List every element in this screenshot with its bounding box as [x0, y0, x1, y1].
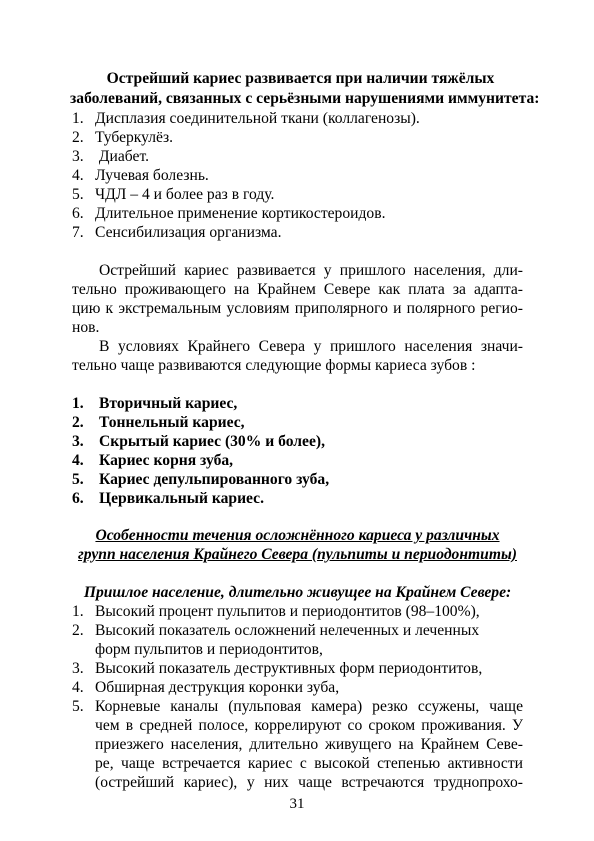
list-item-continuation: чем в средней полосе, коррелируют со сроком проживания. У	[95, 717, 523, 734]
paragraph1-line: нов.	[72, 319, 100, 336]
list-item-continuation: ре, чаще встречается кариес с высокой степенью активности	[95, 755, 523, 772]
paragraph1-line: цию к экстремальным условиям приполярного и полярного регио-	[72, 300, 523, 317]
paragraph2-line: тельно чаще развиваются следующие формы кариеса зубов :	[72, 357, 476, 374]
list-item-continuation: приезжего населения, длительно живущего на Крайнем Севе-	[95, 736, 523, 753]
list-item-continuation: (острейший кариес), у них чаще встречаются труднопрохо-	[95, 774, 523, 791]
section2-heading-line2: групп населения Крайнего Севера (пульпиты и периодонтиты)	[78, 546, 517, 563]
page-number: 31	[289, 796, 305, 812]
paragraph1-line: Острейший кариес развивается у пришлого населения, дли-	[99, 262, 523, 279]
paragraph2-line: В условиях Крайнего Севера у пришлого населения значи-	[99, 338, 523, 355]
section1-heading-line2: заболеваний, связанных с серьёзными нарушениями иммунитета:	[70, 90, 540, 107]
paragraph1-line: тельно проживающего на Крайнем Севере как плата за адапта-	[72, 281, 523, 298]
document-page: Острейший кариес развивается при наличии тяжёлых заболеваний, связанных с серьёзными нарушениями иммунитета: 1. Дисплазия соединительной ткани (коллагенозы). 2. Туберкулёз. 3. Диабет. 4. Лучевая болезнь. 5. ЧДЛ – 4 и более раз в году. 6. Длительное применение кортикостероидов. 7. Сенсибилизация организма. Острейший кариес развивается у пришлого населения, дли- тельно проживающего на Крайнем Севере как плата за адапта- цию к экстремальным условиям приполярного и полярного регио- нов. В условиях Крайнего Севера у пришлого населения значи- тельно чаще развиваются следующие формы кариеса зубов : 1. Вторичный кариес, 2. Тоннельный кариес, 3. Скрытый кариес (30% и более), 4. Кариес корня зуба, 5. Кариес депульпированного зуба, 6. Цервикальный кариес. Особенности течения осложнённого кариеса у различных групп населения Крайнего Севера (пульпиты и периодонтиты) Пришлое население, длительно живущее на Крайнем Севере: 1. Высокий процент пульпитов и периодонтитов (98–100%), 2. Высокий показатель осложнений нелеченных и леченных форм пульпитов и периодонтитов, 3. Высокий показатель деструктивных форм периодонтитов, 4. Обширная деструкция коронки зуба, 5. Корневые каналы (пульповая камера) резко ссужены, чаще чем в средней полосе, коррелируют со сроком проживания. У приезжего населения, длительно живущего на Крайнем Севе- ре, чаще встречается кариес с высокой степенью активности (острейший кариес), у них чаще встречаются труднопрохо- 31	[0, 0, 594, 841]
list-item-continuation: форм пульпитов и периодонтитов,	[95, 641, 323, 658]
section3-heading: Пришлое население, длительно живущее на Крайнем Севере:	[83, 584, 512, 601]
section1-heading-line1: Острейший кариес развивается при наличии тяжёлых	[106, 70, 495, 87]
section2-heading-line1: Особенности течения осложнённого кариеса у различных	[95, 527, 500, 544]
